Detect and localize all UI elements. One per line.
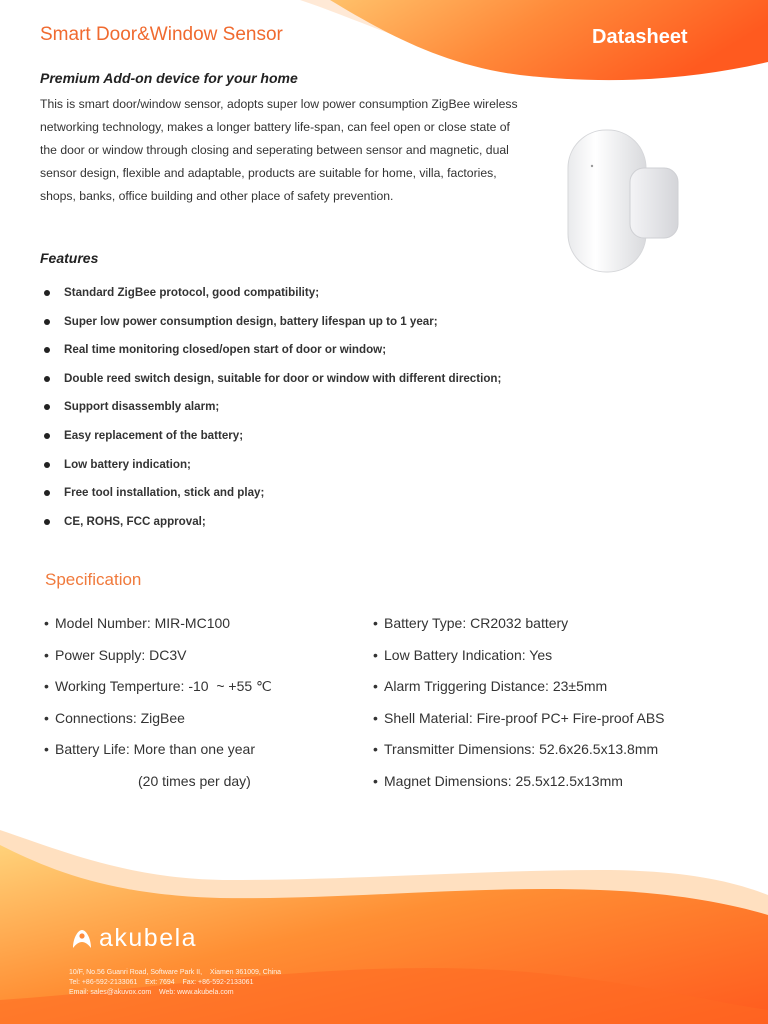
- feature-text: Double reed switch design, suitable for door or window with different direction;: [64, 371, 502, 385]
- spec-item: [44, 612, 384, 644]
- bullet-icon: •: [44, 678, 49, 695]
- bullet-icon: [44, 519, 50, 525]
- feature-item: [40, 282, 501, 311]
- feature-item: [40, 511, 501, 540]
- phone-line: Tel: +86-592-2133061 Ext: 7694 Fax: +86-592-2133061: [69, 979, 254, 986]
- header-wave-main: [330, 0, 768, 80]
- feature-text: Real time monitoring closed/open start of door or window;: [64, 343, 387, 357]
- bullet-icon: •: [44, 615, 49, 631]
- spec-item: [44, 644, 384, 676]
- bullet-icon: •: [373, 646, 378, 663]
- feature-text: Support disassembly alarm;: [64, 400, 220, 414]
- feature-item: [40, 482, 501, 511]
- spec-item: [373, 612, 713, 644]
- spec-list-left: [44, 612, 384, 770]
- spec-item: [373, 770, 713, 802]
- intro-paragraph: This is smart door/window sensor, adopts super low power consumption ZigBee wireless networking technology, makes a longer battery life-span, can feel open or close state of the door or window through closing and seperating between sensor and magnetic, dual sensor design, flexible and adaptable, products are suitable for home, villa, factories, shops, banks, office building and other place of safety prevention.: [40, 97, 518, 203]
- spec-text: Power Supply: DC3V: [55, 646, 187, 663]
- bullet-icon: [44, 347, 50, 353]
- bullet-icon: [44, 290, 50, 296]
- feature-item: [40, 339, 501, 368]
- bullet-icon: •: [44, 741, 49, 758]
- spec-text: Transmitter Dimensions: 52.6x26.5x13.8mm: [384, 741, 659, 758]
- spec-list-right: [373, 612, 713, 802]
- feature-item: [40, 454, 501, 483]
- feature-text: Low battery indication;: [64, 457, 191, 471]
- bullet-icon: [44, 404, 50, 410]
- feature-item: [40, 396, 501, 425]
- bullet-icon: [44, 462, 50, 468]
- feature-text: Free tool installation, stick and play;: [64, 486, 265, 500]
- bullet-icon: [44, 319, 50, 325]
- bullet-icon: •: [44, 709, 49, 726]
- spec-item: [44, 675, 384, 707]
- spec-text: Model Number: MIR-MC100: [55, 615, 231, 631]
- logo-wordmark: akubela: [99, 924, 198, 952]
- spec-item: [373, 644, 713, 676]
- features-list: [40, 282, 501, 539]
- spec-text: Low Battery Indication: Yes: [384, 646, 553, 663]
- spec-text: Alarm Triggering Distance: 23±5mm: [384, 678, 608, 695]
- bullet-icon: •: [373, 772, 378, 789]
- spec-text: Shell Material: Fire-proof PC+ Fire-proof ABS: [384, 709, 665, 726]
- bullet-icon: •: [44, 646, 49, 663]
- company-logo: [69, 924, 197, 953]
- spec-text: Battery Type: CR2032 battery: [384, 615, 569, 631]
- bullet-icon: [44, 433, 50, 439]
- email-web-line: Email: sales@akuvox.com Web: www.akubela.com: [69, 989, 234, 996]
- feature-text: Super low power consumption design, battery lifespan up to 1 year;: [64, 314, 438, 328]
- spec-item: [44, 707, 384, 739]
- spec-item: [373, 738, 713, 770]
- features-heading: Features: [40, 250, 99, 266]
- bullet-icon: •: [373, 615, 378, 631]
- bullet-icon: [44, 376, 50, 382]
- bullet-icon: •: [373, 678, 378, 695]
- product-title: Smart Door&Window Sensor: [40, 24, 283, 45]
- spec-item: [373, 675, 713, 707]
- feature-text: Easy replacement of the battery;: [64, 428, 244, 442]
- spec-text: Working Temperture: -10 ~ +55 ℃: [55, 678, 272, 695]
- spec-text: Battery Life: More than one year: [55, 741, 255, 758]
- bullet-icon: •: [373, 709, 378, 726]
- feature-text: CE, ROHS, FCC approval;: [64, 514, 206, 528]
- feature-item: [40, 311, 501, 340]
- tagline: Premium Add-on device for your home: [40, 70, 298, 86]
- battery-life-note: (20 times per day): [138, 773, 251, 789]
- feature-item: [40, 425, 501, 454]
- feature-text: Standard ZigBee protocol, good compatibility;: [64, 286, 320, 299]
- door-window-sensor-image: [560, 120, 700, 280]
- spec-item: [373, 707, 713, 739]
- bullet-icon: •: [373, 741, 378, 758]
- contact-info: [69, 968, 281, 998]
- spec-text: Connections: ZigBee: [55, 709, 185, 726]
- bullet-icon: [44, 490, 50, 496]
- datasheet-label: Datasheet: [592, 26, 688, 48]
- feature-item: [40, 368, 501, 397]
- spec-item: [44, 738, 384, 770]
- akubela-logo-icon: [69, 926, 95, 952]
- spec-text: Magnet Dimensions: 25.5x12.5x13mm: [384, 772, 623, 789]
- specification-heading: Specification: [45, 570, 142, 589]
- address-line: 10/F, No.56 Guanri Road, Software Park II, Xiamen 361009, China: [69, 969, 282, 976]
